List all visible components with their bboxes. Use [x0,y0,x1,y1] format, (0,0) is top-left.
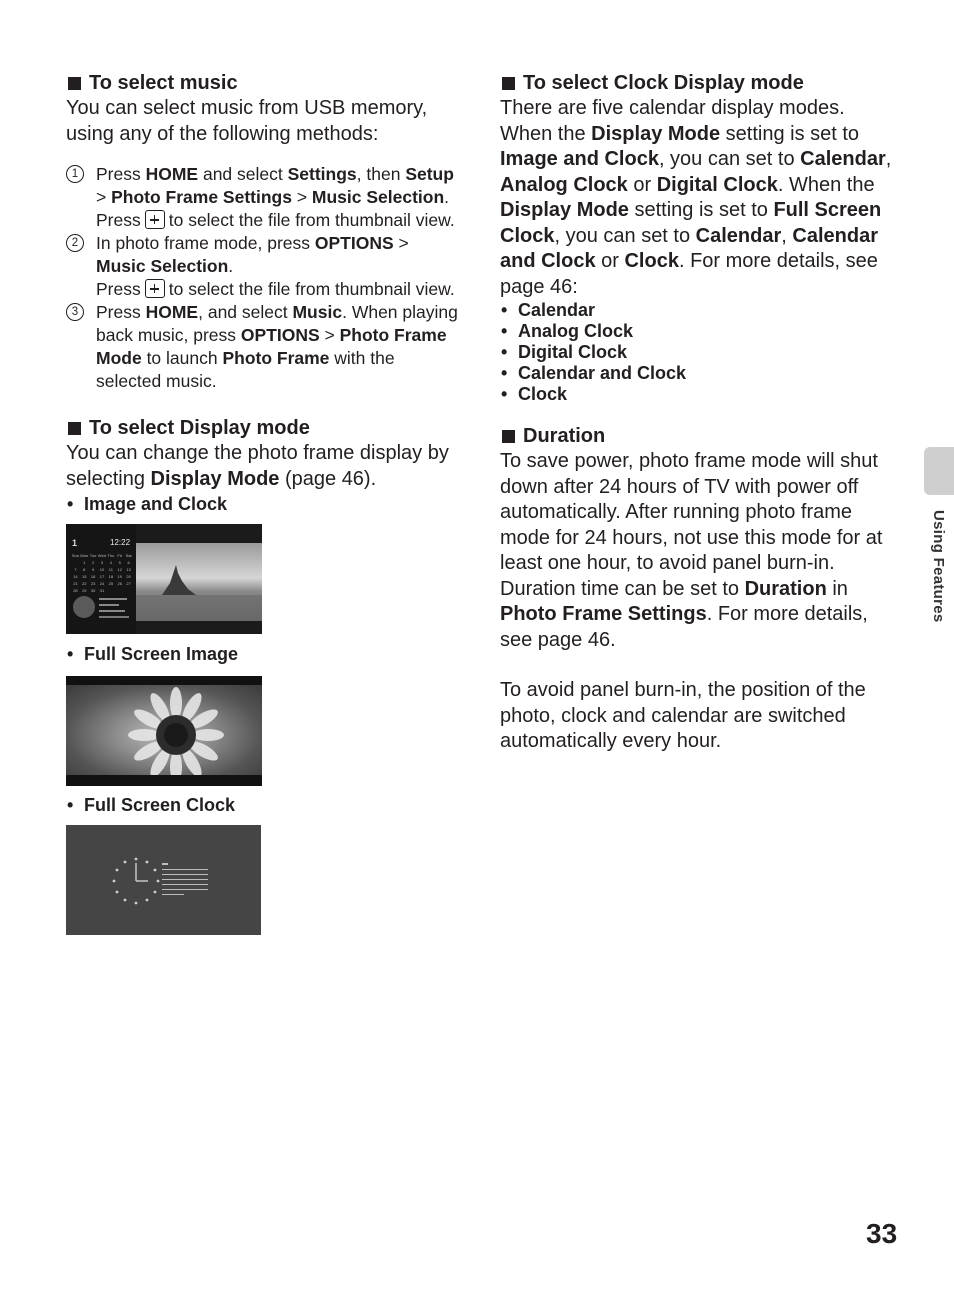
calendar-day [106,587,115,594]
calendar-day: 30 [90,588,96,593]
music-steps [66,163,458,393]
page-number: 33 [866,1218,898,1249]
calendar-day: 16 [90,574,96,579]
calendar-day: 7 [74,567,77,572]
duration-heading: Duration [500,423,900,449]
calendar-weekday: Wed [97,553,107,558]
analog-clock-icon [66,825,261,935]
dpad-icon [145,279,165,298]
sunflower-icon [66,685,262,775]
calendar-day: 28 [73,588,78,593]
calendar-day: 26 [117,581,122,586]
calendar-day: 1 [83,560,86,565]
calendar-day: 27 [126,581,131,586]
music-heading: To select music [66,70,458,96]
duration-paragraph-2: Duration time can be set to Duration in Photo Frame Settings. For more details, see page 46. [500,577,868,651]
mode-image-and-clock: • Image and Clock [66,494,458,515]
side-tab [924,447,954,495]
calendar-weekday: Tue [89,553,97,558]
mode-full-screen-clock: • Full Screen Clock [66,795,458,816]
square-bullet-icon [68,422,81,435]
music-intro: You can select music from USB memory, using any of the following methods: [66,97,428,145]
calendar-day: 4 [109,560,112,565]
calendar-day: 15 [82,574,87,579]
calendar-day: 24 [99,581,105,586]
calendar-day: 25 [108,581,114,586]
mode-full-screen-image: • Full Screen Image [66,644,458,665]
duration-paragraph-3: To avoid panel burn-in, the position of the photo, clock and calendar are switched automatically every hour. [500,679,866,752]
calendar-day: 3 [100,560,104,565]
calendar-day: 10 [99,567,105,572]
calendar-day: 23 [90,581,96,586]
display-intro: You can change the photo frame display by selecting Display Mode (page 46). [66,442,449,490]
calendar-day: 11 [108,567,113,572]
calendar-day: 14 [73,574,78,579]
calendar-day [115,587,124,594]
calendar-day: 21 [73,581,78,586]
clock-mode-list [500,300,900,405]
calendar-day: 18 [108,574,114,579]
step-number-3: 3 [66,303,84,321]
calendar-day: 20 [126,574,131,579]
square-bullet-icon [502,430,515,443]
calendar-day: 31 [99,588,105,593]
display-heading: To select Display mode [66,415,458,441]
clock-mode-item: • Calendar and Clock [500,363,900,384]
clock-display-paragraph: There are five calendar display modes. When the Display Mode setting is set to Image and Clock, you can set to Calendar, Analog Clock or Digital Clock. When the Display Mode setting is set to Full Screen Clock, you can set to Calendar, Calendar and Clock or Clock. For more details, see page 46: [500,97,892,298]
calendar-day: 29 [82,588,87,593]
music-note-icon [73,596,95,618]
clock-mode-item: • Analog Clock [500,321,900,342]
mini-calendar [162,863,208,895]
square-bullet-icon [502,77,515,90]
calendar-weekday: Sat [125,553,132,558]
full-screen-image-screenshot [66,676,262,786]
step-3: 3 Press HOME, and select Music. When playing back music, press OPTIONS > Photo Frame Mode to launch Photo Frame with the selected music. [66,301,458,393]
calendar-day: 17 [99,574,105,579]
calendar-grid [71,552,133,594]
calendar-weekday: Mon [80,553,89,558]
calendar-day: 13 [126,567,131,572]
calendar-day: 2 [92,560,95,565]
calendar-day: 12 [117,567,122,572]
calendar-weekday: Thu [107,553,115,558]
dpad-icon [145,210,165,229]
clock-mode-item: • Digital Clock [500,342,900,363]
clock-mode-item: • Calendar [500,300,900,321]
image-and-clock-screenshot: 1 Sun Mon Tue Wed Thu Fri Sat 1 2 3 4 5 6 7 8 9 10 11 12 13 14 15 16 17 18 19 20 21 22 23 24 25 26 27 28 29 30 31 12:22 [66,524,262,634]
duration-paragraph-1: To save power, photo frame mode will shut down after 24 hours of TV with power off automatically. After running photo frame mode for 24 hours, not use this mode for at least one hour, to avoid panel burn-in. [500,450,883,574]
calendar-panel: 1 Sun Mon Tue Wed Thu Fri Sat 1 2 3 4 5 6 7 8 9 10 11 12 13 14 15 16 17 18 19 20 21 22 23 24 25 26 27 28 29 30 31 [66,524,136,634]
square-bullet-icon [68,77,81,90]
calendar-day [71,559,80,566]
calendar-day: 19 [117,574,122,579]
calendar-day [124,587,133,594]
right-column [500,70,900,755]
calendar-day: 22 [82,581,87,586]
clock-mode-item: • Clock [500,384,900,405]
section-side-label: Using Features [930,510,947,623]
step-number-1: 1 [66,165,84,183]
calendar-day: 5 [118,560,121,565]
step-2: 2 In photo frame mode, press OPTIONS > Music Selection. Press to select the file from thumbnail view. [66,232,458,301]
step-number-2: 2 [66,234,84,252]
calendar-day: 9 [92,567,95,572]
full-screen-clock-screenshot [66,825,261,935]
calendar-weekday: Sun [71,553,79,558]
step-1: 1 Press HOME and select Settings, then Setup > Photo Frame Settings > Music Selection. Press to select the file from thumbnail view. [66,163,458,232]
left-column [66,70,458,935]
calendar-weekday: Fri [117,553,123,558]
calendar-day: 8 [83,567,86,572]
calendar-day: 6 [127,560,130,565]
castle-island-icon [136,543,262,621]
clock-display-heading: To select Clock Display mode [500,70,900,96]
photo-landscape [136,543,262,621]
